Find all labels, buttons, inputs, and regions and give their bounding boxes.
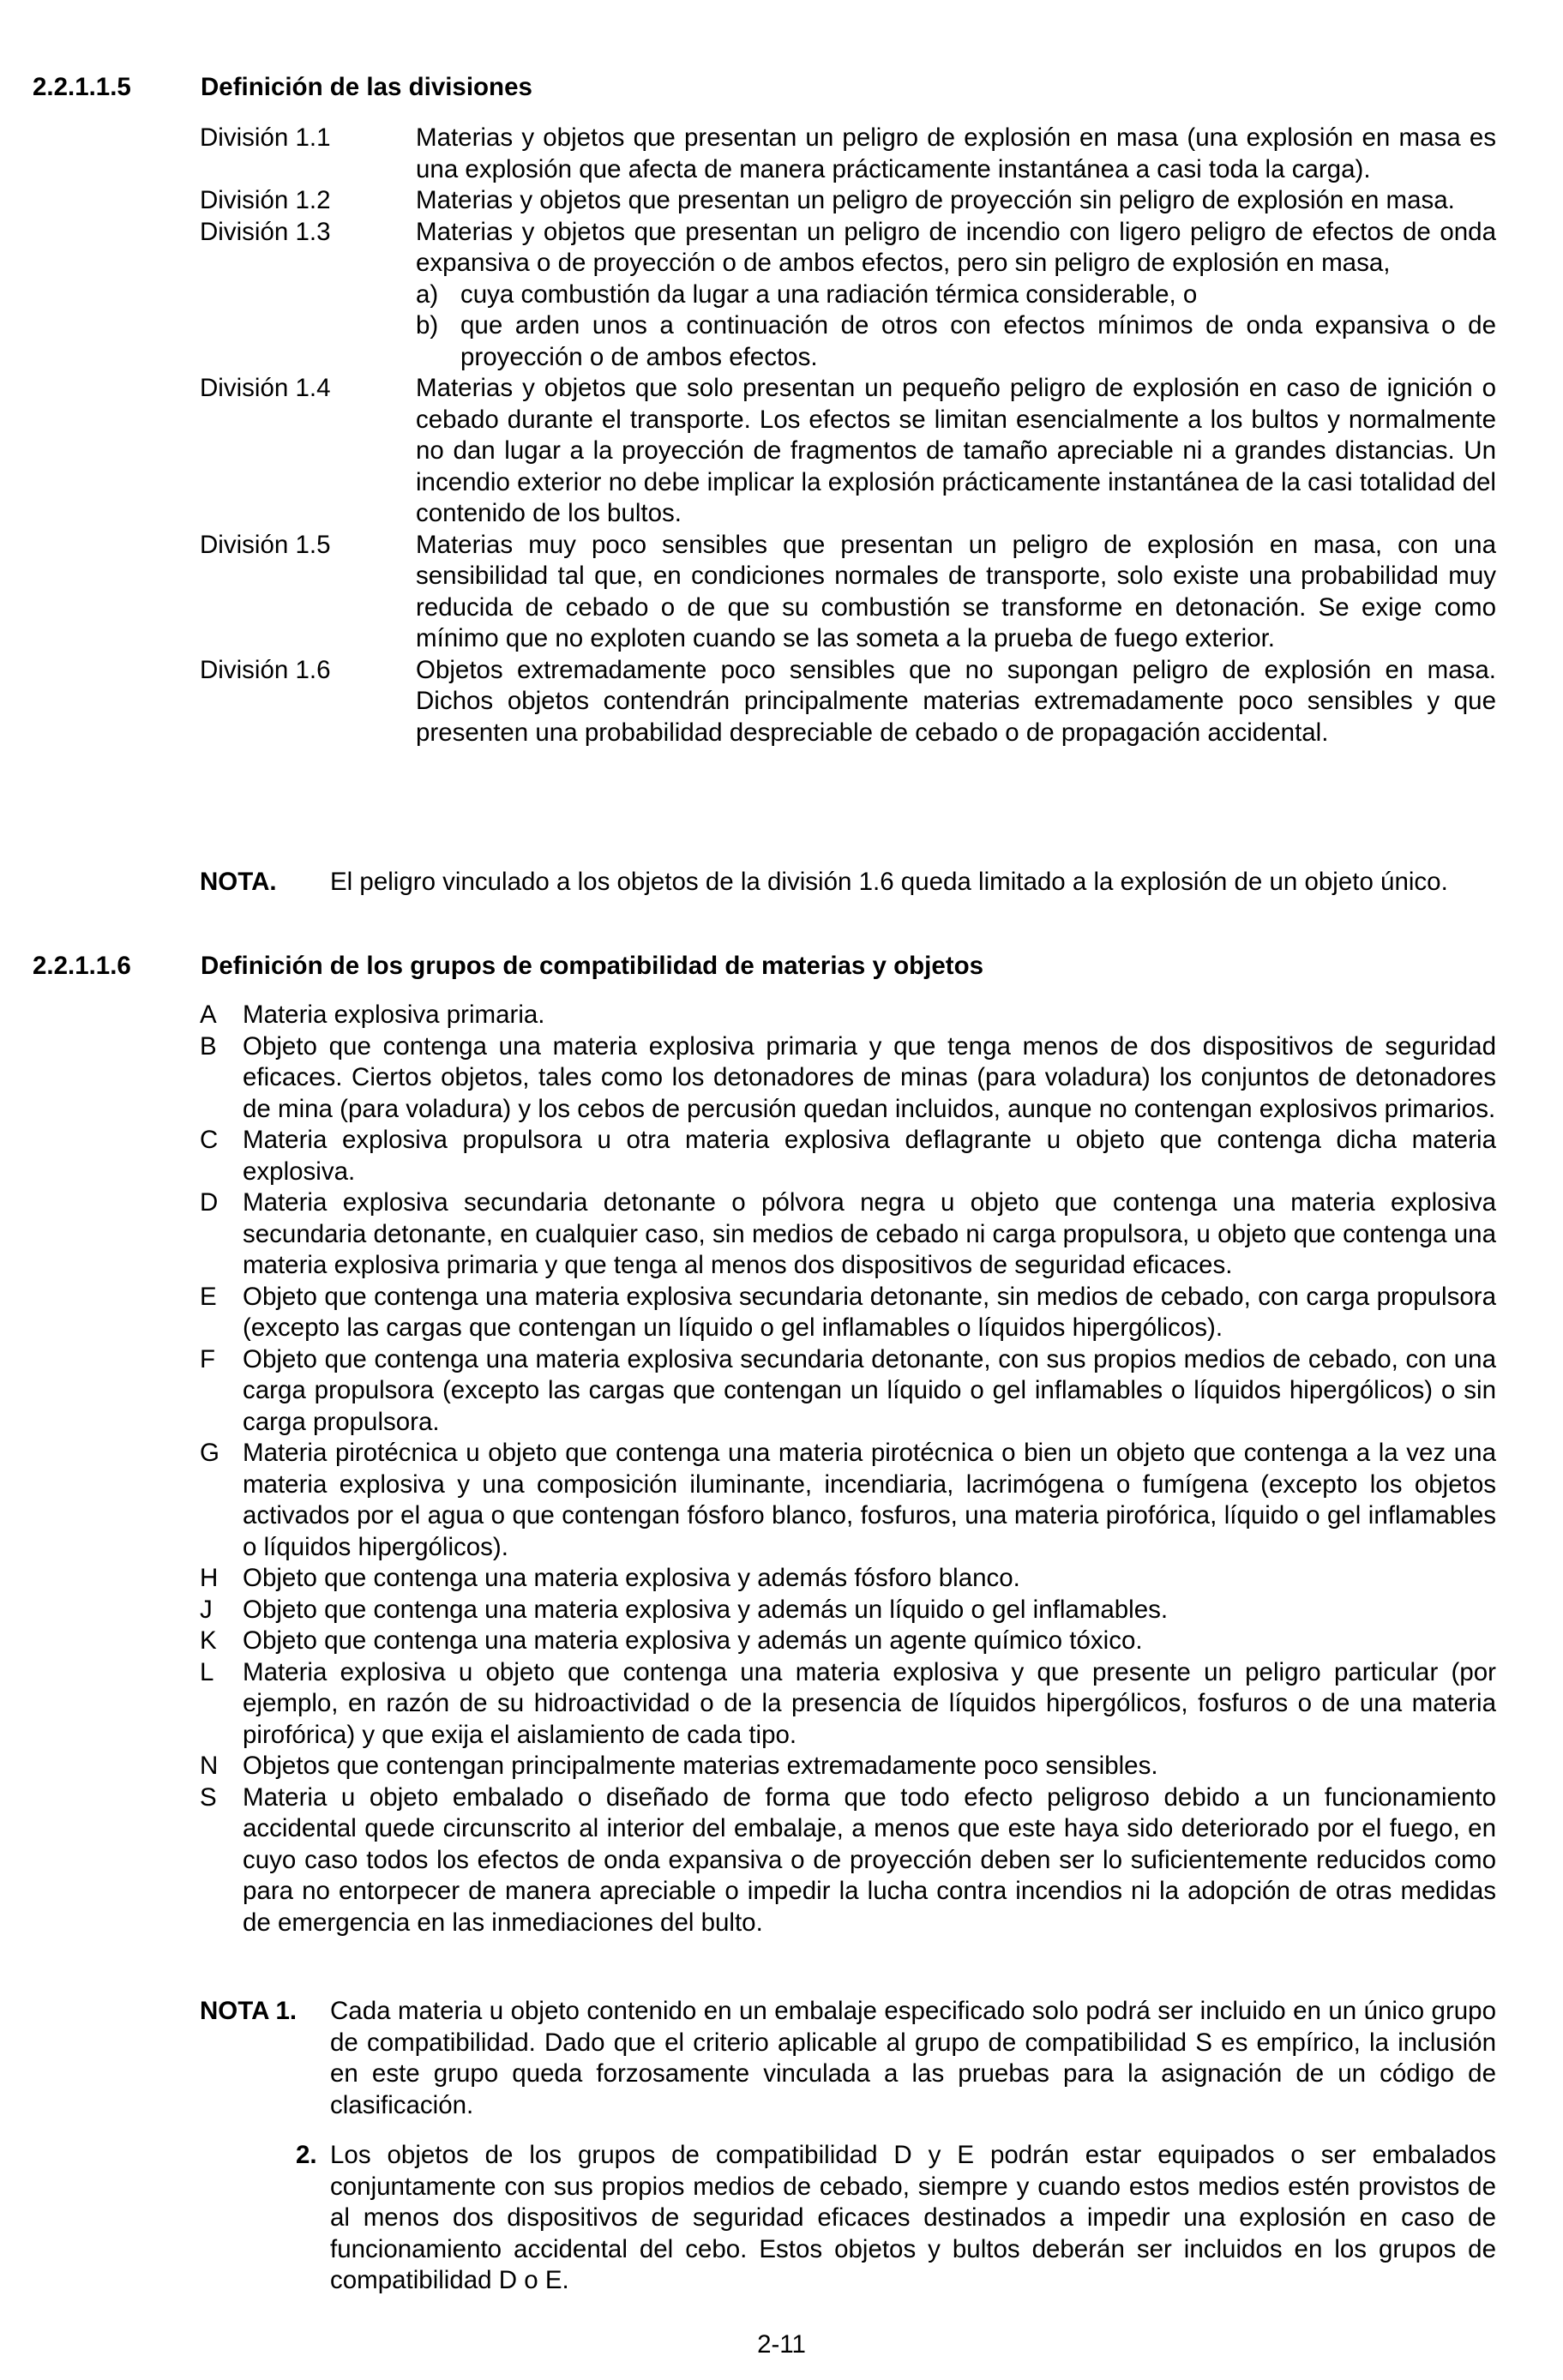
group-text: Objeto que contenga una materia explosiva y además un líquido o gel inflamables. (243, 1595, 1169, 1624)
group-text: Objeto que contenga una materia explosiva secundaria detonante, con sus propios medios de cebado, con una carga propulsora (excepto las cargas que contengan un líquido o gel inflamables o líquidos hipergólicos) o sin carga propulsora. (243, 1344, 1496, 1436)
group-item (200, 1031, 1496, 1126)
division-note (200, 867, 1496, 899)
group-text: Objeto que contenga una materia explosiva y además fósforo blanco. (243, 1564, 1020, 1592)
note-label: NOTA. (200, 868, 277, 896)
group-item (200, 1000, 1496, 1031)
division-label: División 1.2 (200, 186, 331, 214)
division-text: Materias y objetos que presentan un peligro de explosión en masa (una explosión en masa es una explosión que afecta de manera prácticamente instantánea a casi toda la carga). (416, 123, 1496, 183)
subitem-text: que arden unos a continuación de otros con efectos mínimos de onda expansiva o de proyección o de ambos efectos. (460, 311, 1496, 371)
divisions-list (200, 123, 1496, 748)
group-item (200, 1782, 1496, 1939)
group-item (200, 1657, 1496, 1752)
section-number: 2.2.1.1.5 (33, 73, 131, 101)
compatibility-groups-list (200, 1000, 1496, 1938)
division-row (200, 123, 1496, 185)
group-text: Materia explosiva u objeto que contenga una materia explosiva y que presente un peligro particular (por ejemplo, en razón de su hidroactividad o de la presencia de líquidos hipergólicos, fosfuros o de una materia pirofórica) y que exija el aislamiento de cada tipo. (243, 1657, 1496, 1749)
division-text: Materias muy poco sensibles que presentan un peligro de explosión en masa, con una sensibilidad tal que, en condiciones normales de transporte, solo existe una probabilidad muy reducida de cebado o de que su combustión se transforme en detonación. Se exige como mínimo que no exploten cuando se las someta a la prueba de fuego exterior. (416, 530, 1496, 652)
group-letter: H (200, 1564, 219, 1592)
group-item (200, 1282, 1496, 1344)
group-letter: E (200, 1282, 217, 1311)
division-row (200, 655, 1496, 749)
division-label: División 1.1 (200, 123, 331, 152)
group-item (200, 1595, 1496, 1626)
group-letter: C (200, 1126, 219, 1154)
note-label: 2. (296, 2141, 317, 2169)
group-text: Objetos que contengan principalmente materias extremadamente poco sensibles. (243, 1752, 1158, 1780)
group-text: Objeto que contenga una materia explosiva y además un agente químico tóxico. (243, 1626, 1143, 1655)
division-label: División 1.3 (200, 217, 331, 246)
group-letter: G (200, 1439, 219, 1467)
group-letter: L (200, 1657, 214, 1686)
group-text: Materia explosiva primaria. (243, 1001, 545, 1029)
group-item (200, 1438, 1496, 1563)
group-item (200, 1125, 1496, 1187)
group-item (200, 1751, 1496, 1782)
division-subitems (416, 279, 1496, 374)
subitem-text: cuya combustión da lugar a una radiación térmica considerable, o (460, 279, 1198, 309)
note-label: NOTA 1. (200, 1997, 298, 2025)
group-item (200, 1344, 1496, 1439)
division-row (200, 530, 1496, 655)
group-letter: A (200, 1001, 217, 1029)
group-letter: D (200, 1188, 219, 1217)
group-item (200, 1626, 1496, 1657)
division-label: División 1.4 (200, 374, 331, 402)
section-title: Definición de las divisiones (201, 73, 532, 101)
division-text: Materias y objetos que presentan un peligro de proyección sin peligro de explosión en masa. (416, 186, 1455, 214)
division-text: Materias y objetos que presentan un peligro de incendio con ligero peligro de efectos de onda expansiva o de proyección o de ambos efectos, pero sin peligro de explosión en masa, (416, 217, 1496, 277)
section-title: Definición de los grupos de compatibilidad de materias y objetos (201, 952, 984, 980)
group-letter: S (200, 1782, 217, 1812)
note-text: Cada materia u objeto contenido en un embalaje especificado solo podrá ser incluido en un único grupo de compatibilidad. Dado que el criterio aplicable al grupo de compatibilidad S es empírico, la inclusión en este grupo queda forzosamente vinculada a las pruebas para la asignación de un código de clasificación. (330, 1997, 1496, 2119)
group-text: Materia pirotécnica u objeto que contenga una materia pirotécnica o bien un objeto que contenga a la vez una materia explosiva y una composición iluminante, incendiaria, lacrimógena o fumígena (excepto los objetos activados por el agua o que contengan fósforo blanco, fosfuros, una materia pirofórica, líquido o gel inflamables o líquidos hipergólicos). (243, 1439, 1496, 1561)
note-text: Los objetos de los grupos de compatibilidad D y E podrán estar equipados o ser embalados conjuntamente con sus propios medios de cebado, siempre y cuando estos medios estén provistos de al menos dos dispositivos de seguridad eficaces destinados a impedir una explosión en caso de funcionamiento accidental del cebo. Estos objetos y bultos deberán ser incluidos en los grupos de compatibilidad D o E. (330, 2141, 1496, 2294)
group-text: Materia u objeto embalado o diseñado de forma que todo efecto peligroso debido a un funcionamiento accidental quede circunscrito al interior del embalaje, a menos que este haya sido deteriorado por el fuego, en cuyo caso todos los efectos de onda expansiva o de proyección deben ser lo suficientemente reducidos como para no entorpecer de manera apreciable o impedir la lucha contra incendios ni la adopción de otras medidas de emergencia en las inmediaciones del bulto. (243, 1782, 1496, 1937)
groups-notes (200, 1996, 1496, 2297)
division-subitem (416, 310, 1496, 373)
note-item (296, 2140, 1496, 2297)
division-row (200, 217, 1496, 374)
note-text: El peligro vinculado a los objetos de la división 1.6 queda limitado a la explosión de un objeto único. (330, 868, 1448, 896)
group-text: Objeto que contenga una materia explosiva primaria y que tenga menos de dos dispositivos de seguridad eficaces. Ciertos objetos, tales como los detonadores de minas (para voladura) los conjuntos de detonadores de mina (para voladura) y los cebos de percusión quedan incluidos, aunque no contengan explosivos primarios. (243, 1031, 1496, 1123)
note-item (200, 1996, 1496, 2121)
group-text: Materia explosiva propulsora u otra materia explosiva deflagrante u objeto que contenga dicha materia explosiva. (243, 1126, 1496, 1186)
section-number: 2.2.1.1.6 (33, 952, 131, 980)
division-row (200, 185, 1496, 217)
division-label: División 1.6 (200, 655, 331, 684)
group-item (200, 1563, 1496, 1595)
group-letter: K (200, 1626, 217, 1655)
division-row (200, 373, 1496, 530)
group-text: Materia explosiva secundaria detonante o pólvora negra u objeto que contenga una materia explosiva secundaria detonante, en cualquier caso, sin medios de cebado ni carga propulsora, u objeto que contenga una materia explosiva primaria y que tenga al menos dos dispositivos de seguridad eficaces. (243, 1188, 1496, 1279)
group-letter: J (200, 1595, 213, 1624)
division-label: División 1.5 (200, 530, 331, 559)
group-letter: B (200, 1031, 217, 1061)
division-text: Objetos extremadamente poco sensibles que no supongan peligro de explosión en masa. Dichos objetos contendrán principalmente materias extremadamente poco sensibles y que presenten una probabilidad despreciable de cebado o de propagación accidental. (416, 655, 1496, 747)
subitem-marker: a) (416, 279, 439, 309)
page-number: 2-11 (757, 2330, 806, 2359)
group-letter: F (200, 1344, 216, 1373)
group-text: Objeto que contenga una materia explosiva secundaria detonante, sin medios de cebado, con carga propulsora (excepto las cargas que contengan un líquido o gel inflamables o líquidos hipergólicos). (243, 1282, 1496, 1342)
group-item (200, 1187, 1496, 1282)
subitem-marker: b) (416, 311, 439, 340)
group-letter: N (200, 1752, 219, 1780)
division-subitem (416, 279, 1496, 311)
division-text: Materias y objetos que solo presentan un pequeño peligro de explosión en caso de ignición o cebado durante el transporte. Los efectos se limitan esencialmente a los bultos y normalmente no dan lugar a la proyección de fragmentos de tamaño apreciable ni a grandes distancias. Un incendio exterior no debe implicar la explosión prácticamente instantánea de la casi totalidad del contenido de los bultos. (416, 374, 1496, 527)
